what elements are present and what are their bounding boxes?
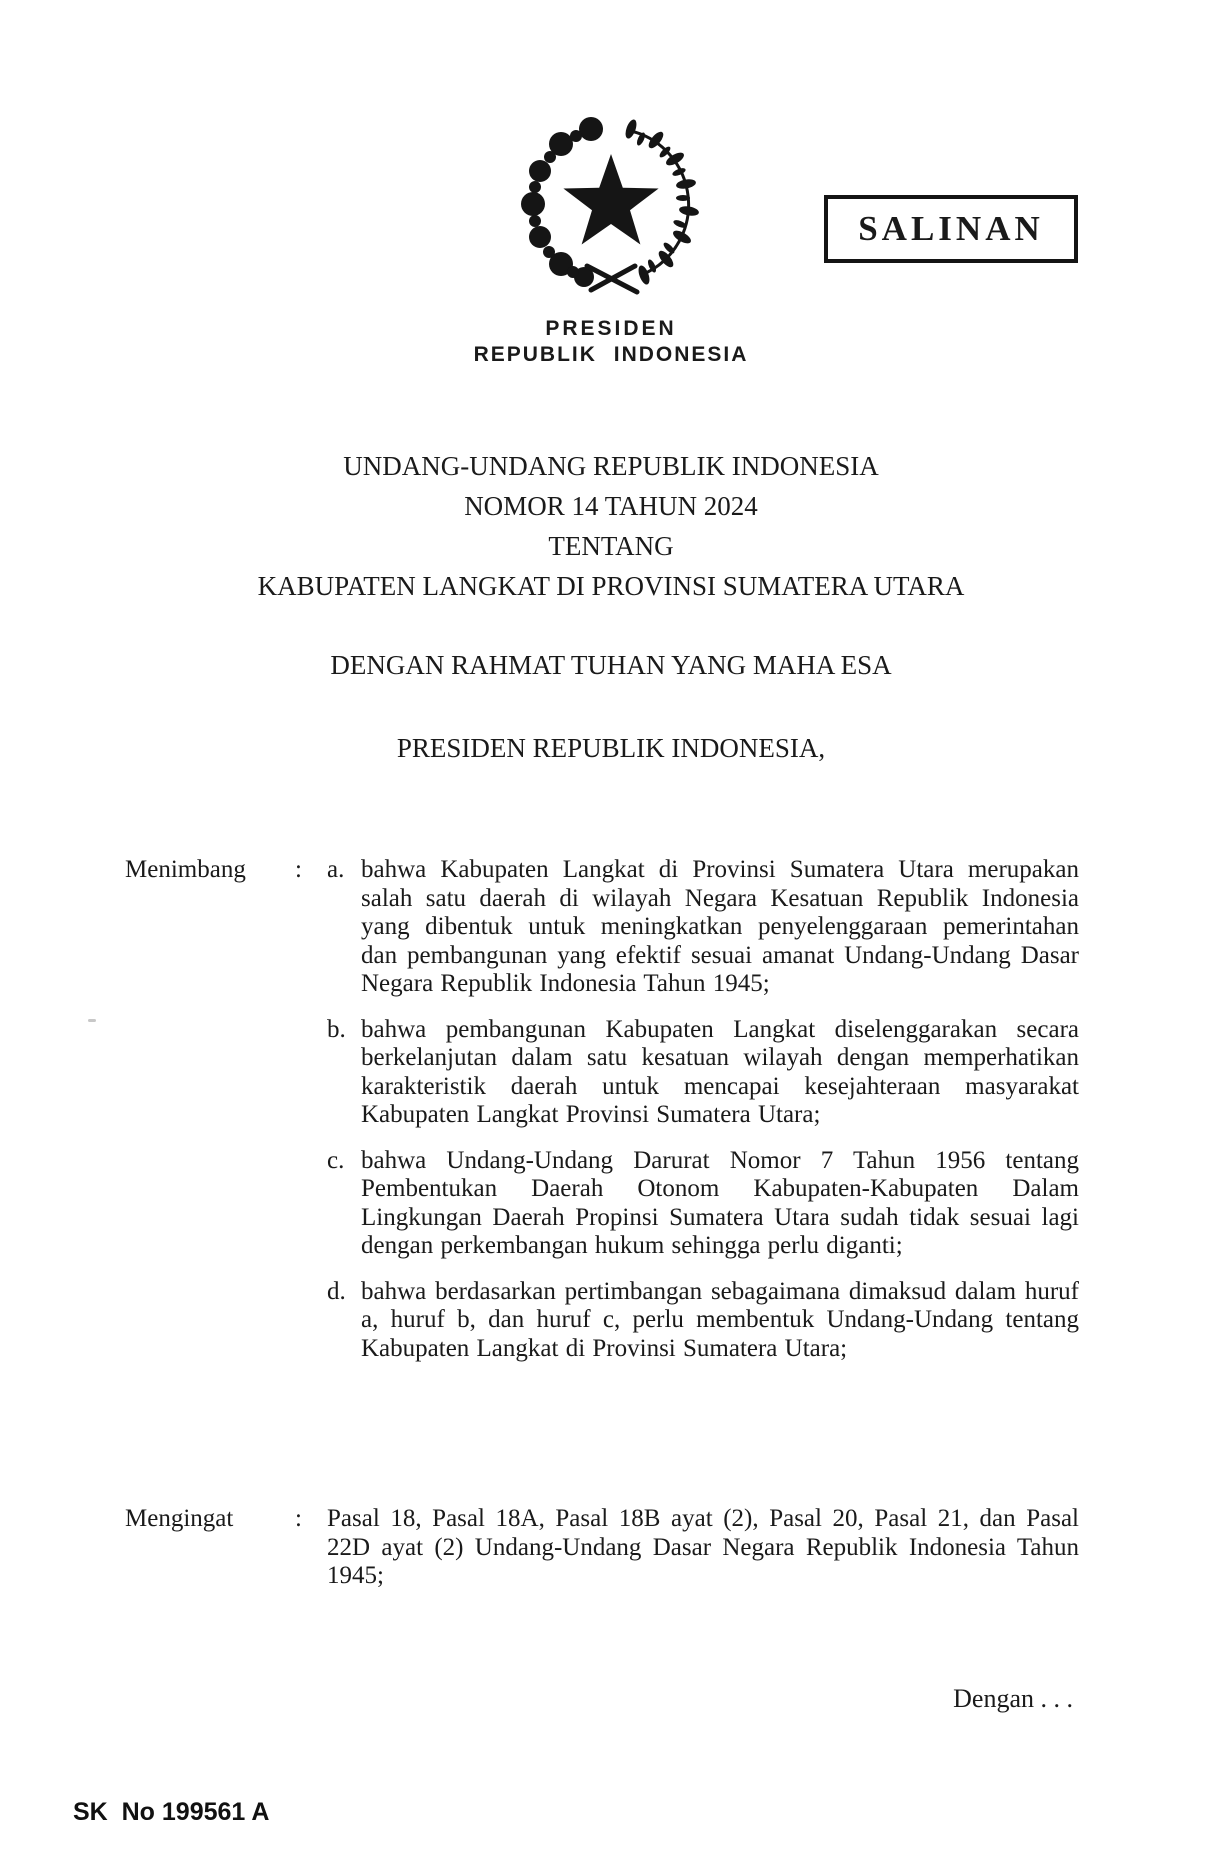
document-title (6, 446, 1216, 606)
menimbang-item-d (327, 1278, 1079, 1364)
salinan-stamp-label: SALINAN (858, 209, 1044, 248)
item-text: bahwa Kabupaten Langkat di Provinsi Sumatera Utara merupakan salah satu daerah di wilayah Negara Kesatuan Republik Indonesia yang dibentuk untuk meningkatkan penyelenggaraan pemerintahan dan pembangunan yang efektif sesuai amanat Undang-Undang Dasar Negara Republik Indonesia Tahun 1945; (361, 856, 1079, 997)
issuer-line: PRESIDEN REPUBLIK INDONESIA, (396, 733, 826, 763)
item-text: bahwa pembangunan Kabupaten Langkat diselenggarakan secara berkelanjutan dalam satu kesatuan wilayah dengan memperhatikan karakteristik daerah untuk mencapai kesejahteraan masyarakat Kabupaten Langkat Provinsi Sumatera Utara; (361, 1015, 1079, 1128)
title-line-2: NOMOR 14 TAHUN 2024 (464, 491, 758, 521)
item-marker: d. (327, 1277, 346, 1305)
menimbang-items (327, 856, 1079, 1380)
letterhead-republik-indonesia: REPUBLIK INDONESIA (473, 343, 749, 366)
menimbang-section (125, 856, 1079, 1380)
mengingat-colon: : (295, 1505, 302, 1532)
item-text: bahwa Undang-Undang Darurat Nomor 7 Tahun 1956 tentang Pembentukan Daerah Otonom Kabupaten-Kabupaten Dalam Lingkungan Daerah Propinsi Sumatera Utara sudah tidak sesuai lagi dengan perkembangan hukum sehingga perlu diganti; (361, 1146, 1079, 1259)
title-line-1: UNDANG-UNDANG REPUBLIK INDONESIA (343, 451, 879, 481)
item-text: bahwa berdasarkan pertimbangan sebagaimana dimaksud dalam huruf a, huruf b, dan huruf c, perlu membentuk Undang-Undang tentang Kabupaten Langkat di Provinsi Sumatera Utara; (361, 1277, 1079, 1362)
title-line-3: TENTANG (548, 531, 674, 561)
menimbang-item-a (327, 856, 1079, 999)
letterhead-presiden: PRESIDEN (545, 317, 677, 340)
salinan-stamp (824, 195, 1078, 263)
mengingat-text: Pasal 18, Pasal 18A, Pasal 18B ayat (2), Pasal 20, Pasal 21, dan Pasal 22D ayat (2) Undang-Undang Dasar Negara Republik Indonesia Tahun 1945; (327, 1505, 1079, 1589)
sk-number: SK No 199561 A (73, 1798, 270, 1826)
item-marker: a. (327, 856, 345, 883)
menimbang-item-c (327, 1147, 1079, 1261)
invocation-line: DENGAN RAHMAT TUHAN YANG MAHA ESA (330, 650, 892, 680)
item-marker: b. (327, 1015, 346, 1043)
mengingat-label: Mengingat (125, 1505, 234, 1532)
menimbang-label: Menimbang (125, 856, 246, 883)
scan-artifact (88, 1019, 96, 1022)
title-line-4: KABUPATEN LANGKAT DI PROVINSI SUMATERA UTARA (257, 571, 965, 601)
letterhead (0, 316, 1221, 368)
menimbang-item-b (327, 1016, 1079, 1130)
presidential-star-wreath-emblem-icon (519, 106, 703, 302)
catchword-dengan: Dengan . . . (953, 1684, 1073, 1713)
item-marker: c. (327, 1146, 345, 1174)
mengingat-section (125, 1505, 1079, 1591)
menimbang-colon: : (295, 856, 302, 883)
